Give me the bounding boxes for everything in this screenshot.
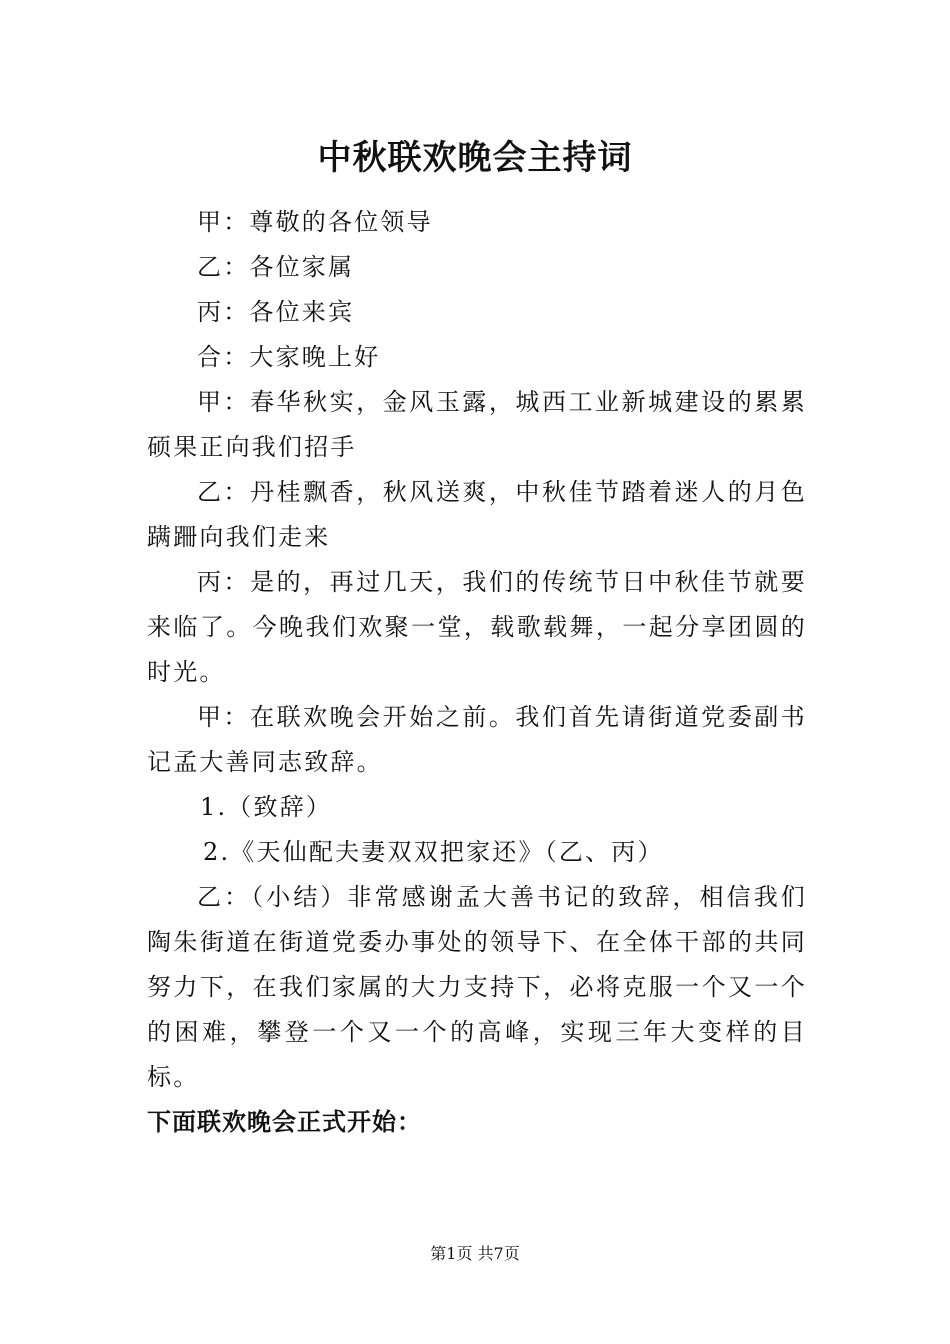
- paragraph-greeting-all: 合：大家晚上好: [197, 343, 381, 371]
- paragraph-jia-harvest: 甲：春华秋实，金风玉露，城西工业新城建设的累累硕果正向我们招手: [147, 388, 807, 461]
- paragraph-greeting-families: 乙：各位家属: [197, 253, 355, 281]
- paragraph-yi-osmanthus: 乙：丹桂飘香，秋风送爽，中秋佳节踏着迷人的月色蹒跚向我们走来: [147, 478, 807, 551]
- paragraph-yi-summary: 乙：（小结）非常感谢孟大善书记的致辞，相信我们陶朱街道在街道党委办事处的领导下、在全体干部的共同努力下，在我们家属的大力支持下，必将克服一个又一个的困难，攀登一个又一个的高峰，实现三年大变样的目标。: [147, 883, 807, 1091]
- program-item-song: 2.《天仙配夫妻双双把家还》（乙、丙）: [203, 838, 664, 866]
- paragraph-greeting-leaders: 甲：尊敬的各位领导: [197, 208, 433, 236]
- program-item-speech: 1.（致辞）: [200, 793, 333, 821]
- paragraph-jia-speech-intro: 甲：在联欢晚会开始之前。我们首先请街道党委副书记孟大善同志致辞。: [147, 703, 807, 776]
- paragraph-bing-festival: 丙：是的，再过几天，我们的传统节日中秋佳节就要来临了。今晚我们欢聚一堂，载歌载舞，一起分享团圆的时光。: [147, 568, 807, 686]
- paragraph-greeting-guests: 丙：各位来宾: [197, 298, 355, 326]
- page-footer: 第1页 共7页: [430, 1244, 520, 1263]
- document-title: 中秋联欢晚会主持词: [317, 138, 633, 178]
- document-body: [147, 200, 807, 1145]
- paragraph-start-announcement: 下面联欢晚会正式开始：: [147, 1108, 422, 1136]
